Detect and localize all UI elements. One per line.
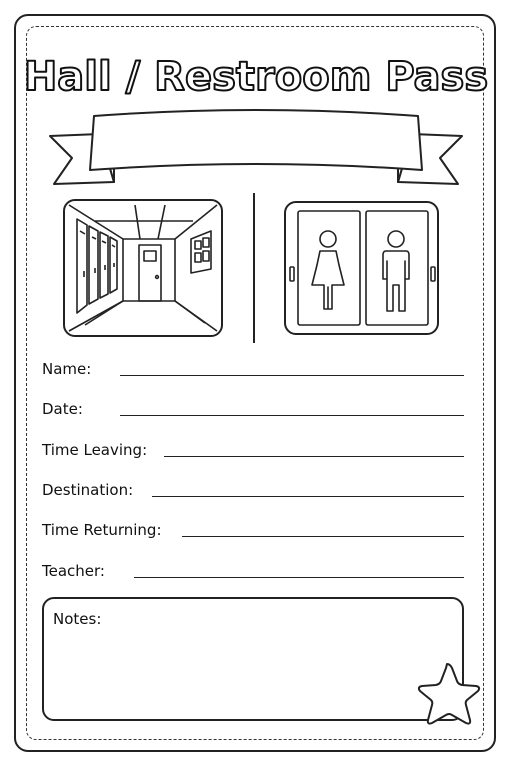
restroom-illustration — [284, 201, 439, 335]
destination-line[interactable] — [152, 496, 464, 497]
time-returning-line[interactable] — [182, 536, 464, 537]
restroom-icon — [286, 203, 437, 333]
date-line[interactable] — [120, 415, 464, 416]
destination-field — [42, 481, 464, 505]
time-leaving-label: Time Leaving: — [42, 441, 148, 459]
time-leaving-field — [42, 441, 464, 465]
name-field — [42, 360, 464, 384]
name-line[interactable] — [120, 375, 464, 376]
ribbon-banner — [44, 108, 468, 190]
star-icon — [410, 660, 484, 732]
title-text: Hall / Restroom Pass — [23, 54, 489, 100]
date-label: Date: — [42, 400, 83, 418]
date-field — [42, 400, 464, 424]
destination-label: Destination: — [42, 481, 134, 499]
time-leaving-line[interactable] — [164, 456, 464, 457]
time-returning-field — [42, 521, 464, 545]
hallway-illustration — [63, 199, 223, 337]
teacher-field — [42, 562, 464, 586]
hallway-icon — [65, 201, 221, 335]
notes-label: Notes: — [53, 610, 102, 628]
illustration-divider — [253, 193, 255, 343]
name-label: Name: — [42, 360, 92, 378]
page-title — [0, 40, 512, 110]
teacher-label: Teacher: — [42, 562, 105, 580]
notes-box[interactable] — [42, 597, 464, 721]
time-returning-label: Time Returning: — [42, 521, 162, 539]
teacher-line[interactable] — [134, 577, 464, 578]
